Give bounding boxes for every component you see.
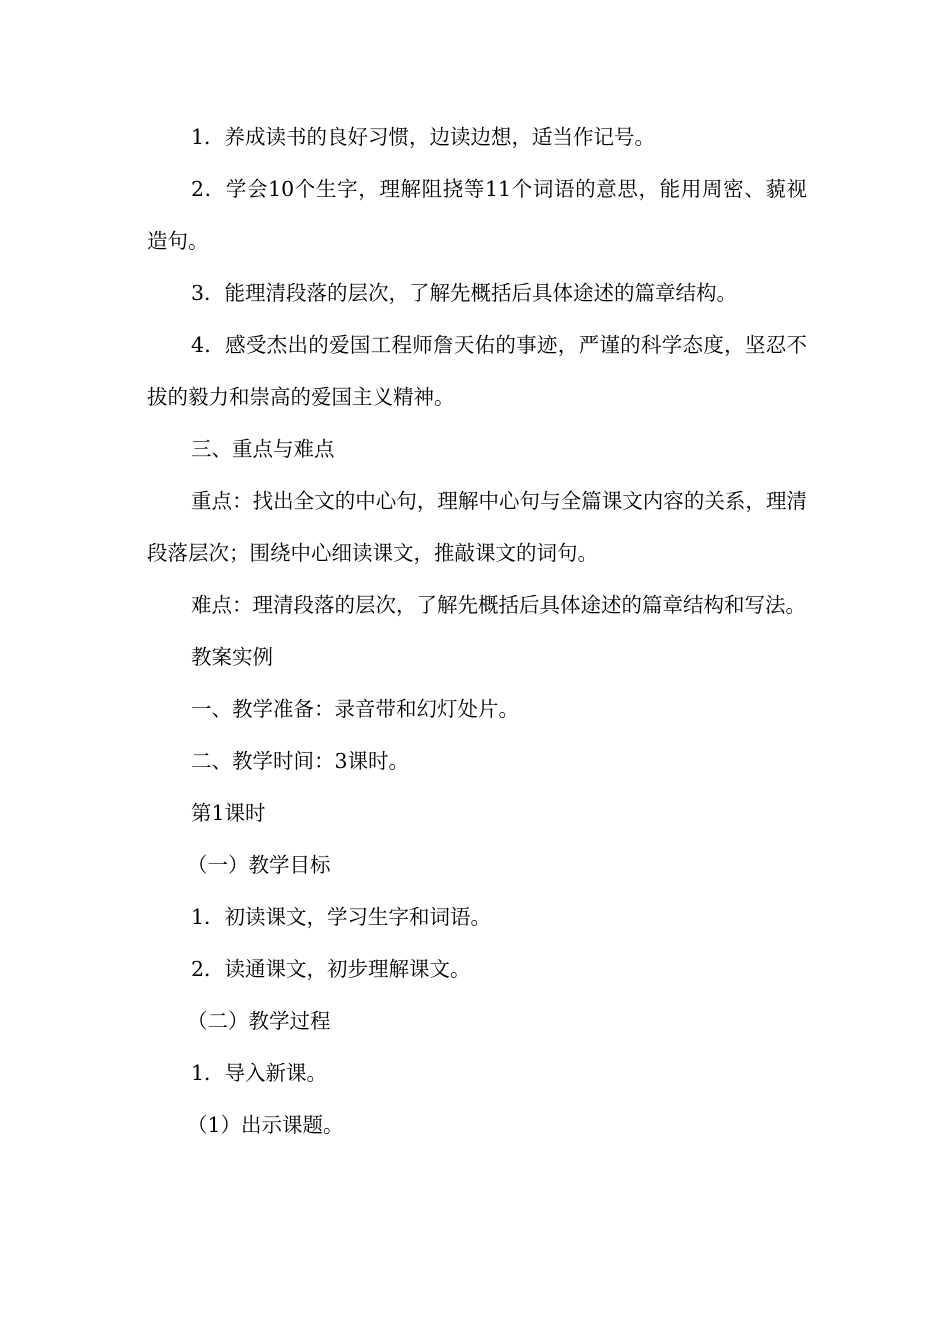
paragraph-process-1-1: （1）出示课题。 (187, 1113, 344, 1137)
paragraph-goal-4: 4．感受杰出的爱国工程师詹天佑的事迹，严谨的科学态度，坚忍不拔的毅力和崇高的爱国主义精神。 (147, 333, 807, 409)
heading-teaching-process: （二）教学过程 (187, 1009, 331, 1033)
paragraph-process-1: 1．导入新课。 (191, 1061, 328, 1085)
paragraph-difficulty: 难点：理清段落的层次，了解先概括后具体途述的篇章结构和写法。 (191, 593, 806, 617)
paragraph-objective-2: 2．读通课文，初步理解课文。 (191, 957, 471, 981)
heading-teaching-objectives: （一）教学目标 (187, 853, 331, 877)
document-body (147, 111, 807, 1151)
paragraph-objective-1: 1．初读课文，学习生字和词语。 (191, 905, 492, 929)
paragraph-goal-3: 3．能理清段落的层次，了解先概括后具体途述的篇章结构。 (191, 281, 738, 305)
paragraph-goal-1: 1．养成读书的良好习惯，边读边想，适当作记号。 (191, 125, 656, 149)
section-heading-lesson-example: 教案实例 (191, 645, 273, 669)
paragraph-key-point: 重点：找出全文的中心句，理解中心句与全篇课文内容的关系，理清段落层次；围绕中心细读课文，推敲课文的词句。 (147, 489, 807, 565)
paragraph-teaching-time: 二、教学时间：3课时。 (191, 749, 410, 773)
section-heading-key-points: 三、重点与难点 (191, 437, 335, 461)
paragraph-goal-2: 2．学会10个生字，理解阻挠等11个词语的意思，能用周密、藐视造句。 (147, 177, 807, 253)
heading-lesson-1: 第1课时 (191, 801, 266, 825)
paragraph-preparation: 一、教学准备：录音带和幻灯处片。 (191, 697, 519, 721)
